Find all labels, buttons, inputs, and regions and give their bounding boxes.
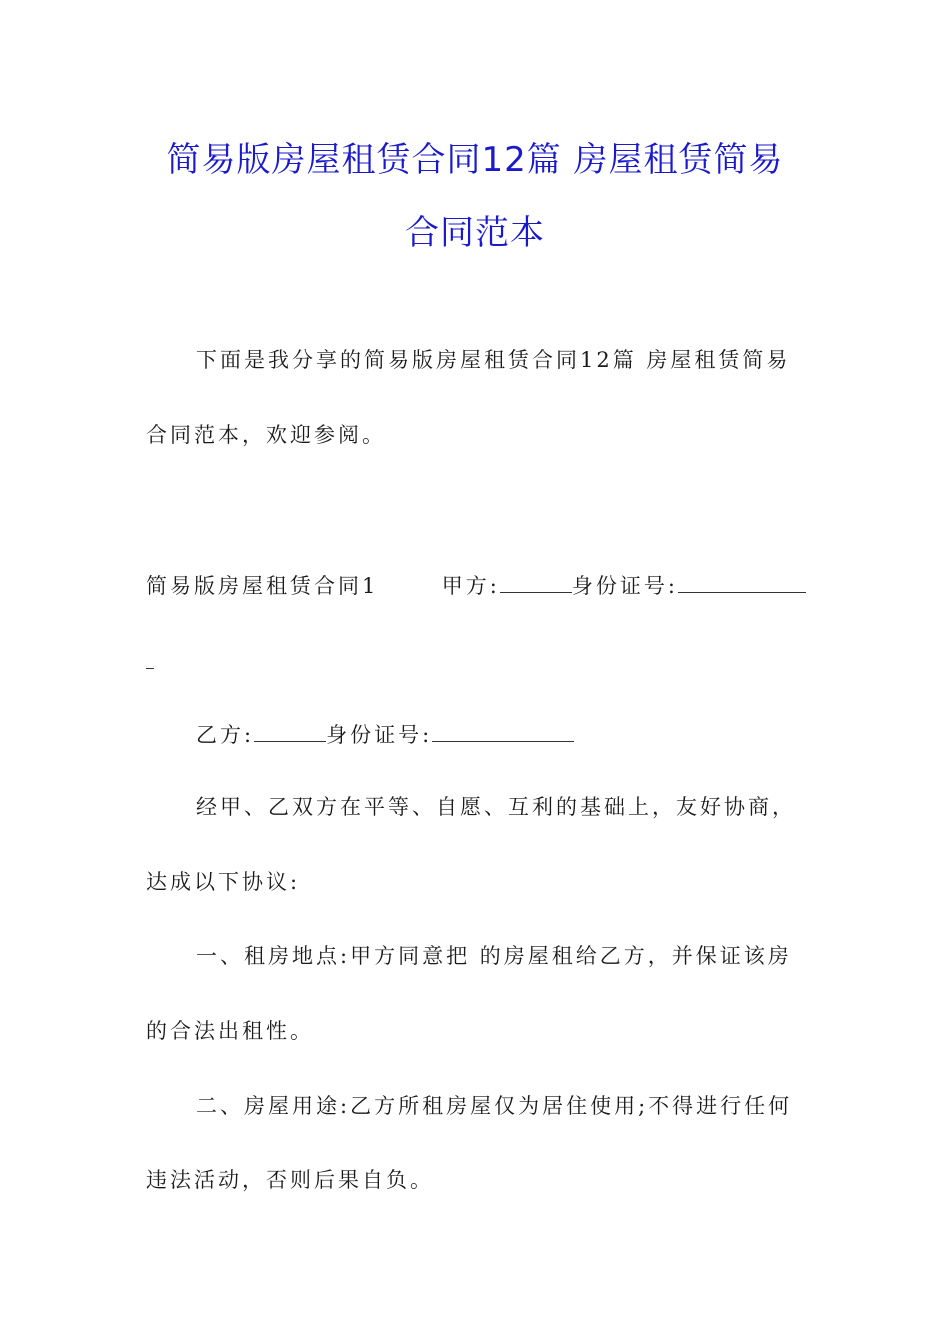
document-title-line-2: 合同范本 — [405, 213, 545, 253]
party-b-label: 乙方: — [196, 723, 255, 747]
contract-heading-row — [146, 574, 806, 597]
paragraph-3-line-1: 二、房屋用途:乙方所租房屋仅为居住使用;不得进行任何 — [196, 1094, 793, 1118]
paragraph-2-line-2: 的合法出租性。 — [146, 1019, 314, 1043]
id-number-a-blank-continued — [146, 650, 154, 669]
id-number-a-blank — [678, 574, 806, 593]
party-a-label: 甲方: — [441, 574, 500, 598]
intro-line-2: 合同范本，欢迎参阅。 — [146, 423, 386, 447]
paragraph-1-line-2: 达成以下协议: — [146, 870, 301, 894]
paragraph-3-line-2: 违法活动，否则后果自负。 — [146, 1168, 434, 1192]
intro-line-1: 下面是我分享的简易版房屋租赁合同12篇 房屋租赁简易 — [196, 348, 791, 372]
contract-heading: 简易版房屋租赁合同1 — [146, 574, 379, 598]
party-b-blank — [254, 723, 326, 742]
id-number-a-blank-continued-row — [146, 650, 154, 673]
paragraph-1-line-1: 经甲、乙双方在平等、自愿、互利的基础上，友好协商， — [196, 795, 796, 819]
id-label-a: 身份证号: — [571, 574, 678, 598]
party-b-row — [196, 723, 574, 746]
party-a-blank — [500, 574, 572, 593]
id-number-b-blank — [432, 723, 574, 742]
document-title-line-1: 简易版房屋租赁合同12篇 房屋租赁简易 — [166, 140, 784, 180]
paragraph-2-line-1: 一、租房地点:甲方同意把 的房屋租给乙方，并保证该房 — [196, 944, 792, 968]
id-label-b: 身份证号: — [326, 723, 433, 747]
